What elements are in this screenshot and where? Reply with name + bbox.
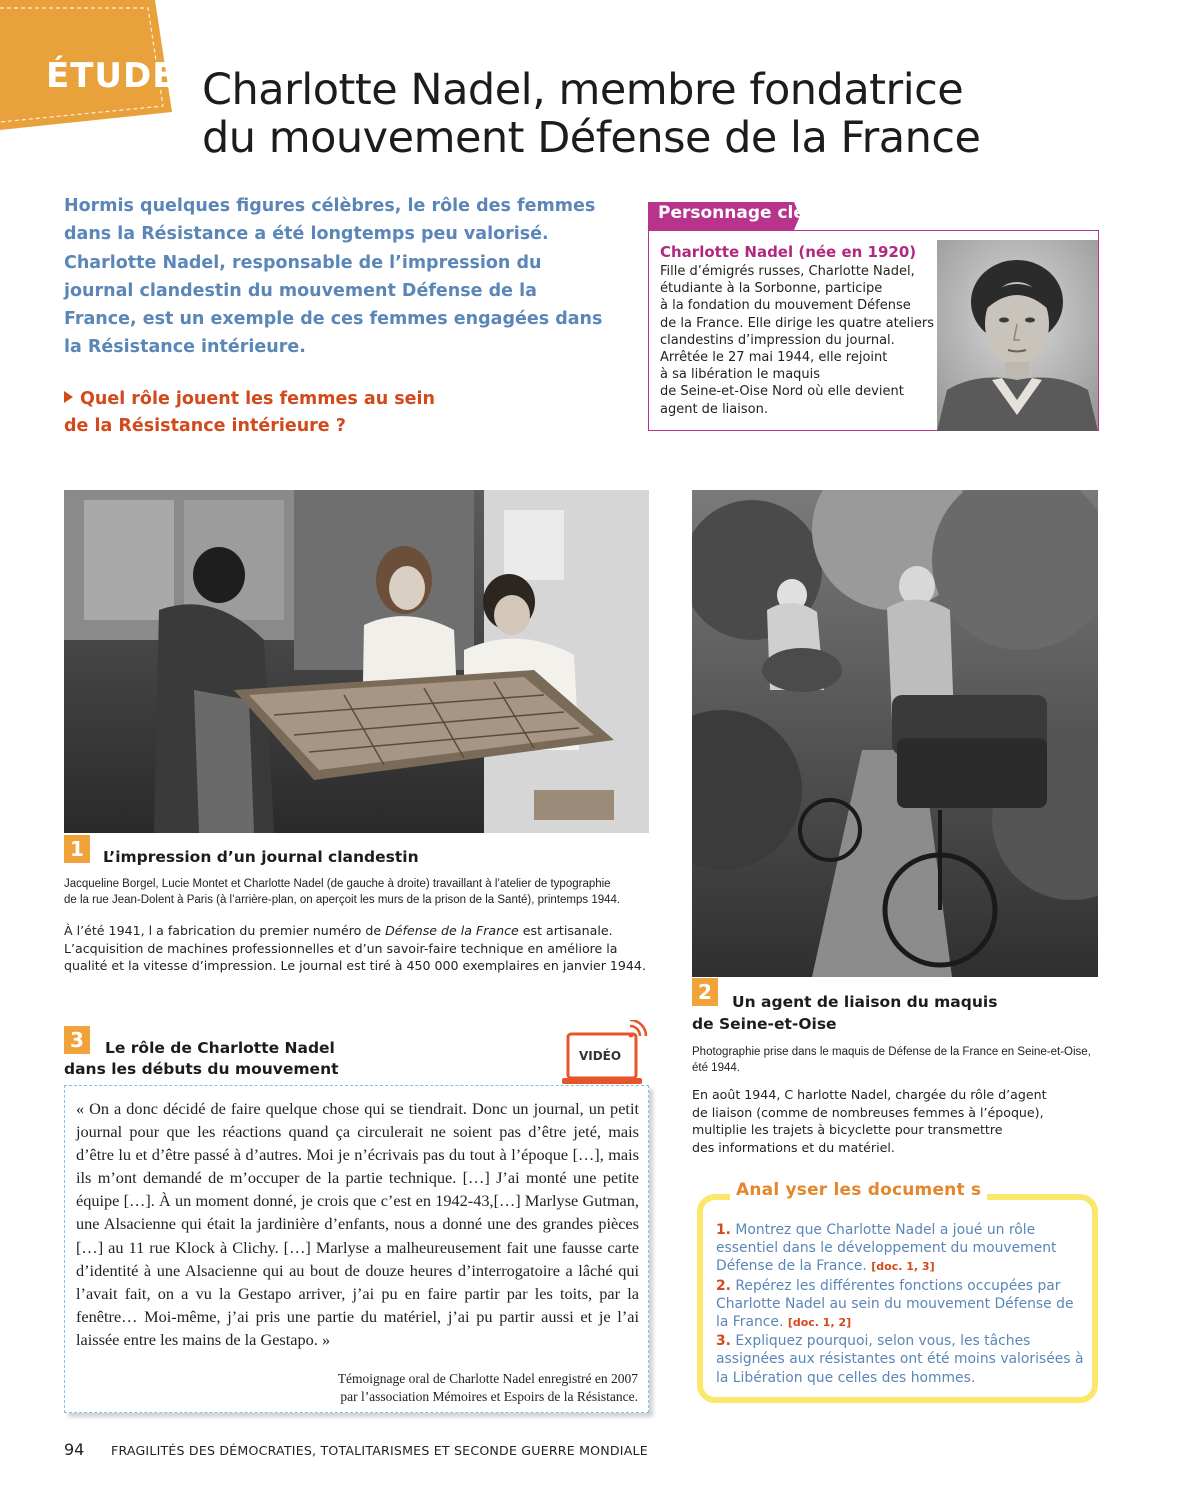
bio-line: à la fondation du mouvement Défense xyxy=(660,298,911,314)
doc3-number-badge: 3 xyxy=(64,1026,90,1054)
doc1-text-part: À l’été 1941, l a fabrication du premier numéro de xyxy=(64,923,386,938)
doc1-caption-line2: de la rue Jean-Dolent à Paris (à l’arrière-plan, on aperçoit les murs de la prison de la Santé), printemps 1944. xyxy=(64,893,621,906)
doc2-caption-line1: Photographie prise dans le maquis de Défense de la France en Seine-et-Oise, xyxy=(692,1046,1091,1058)
doc2-title-line1: Un agent de liaison du maquis xyxy=(732,993,998,1011)
doc-reference: [doc. 1, 3] xyxy=(871,1260,935,1274)
testimony-quote: « On a donc décidé de faire quelque chose qui se tiendrait. Donc un journal, un petit journal pour que les réactions quand ça circulerait ne soient pas d’être jeté, mais d’être lu et d’être passé à d’autres. Moi je n’écrivais pas du tout à l’époque […], mais ils m’ont demandé de m’occuper de la partie technique. […] J’ai monté une petite équipe […]. À un moment donné, je crois que c’est en 1942-43,[…] Marlyse Gutman, une Alsacienne qui était la jardinière d’enfants, nous a donné une des grandes pièces […] au 11 rue Klock à Clichy. […] Marlyse a malheureusement fait une fausse carte d’identité à une Alsacienne qui au bout de douze heures d’interrogatoire a lâché qui l’avait fait, on a vu la Gestapo arriver, j’ai pu en faire partir par les toits, par la fenêtre… Moi-même, j’ai pris une partie du matériel, j’ai pu partir aussi et je l’ai laissée entre les mains de la Gestapo. » xyxy=(76,1099,639,1349)
question-line2: de la Résistance intérieure ? xyxy=(64,416,346,436)
bio-line: Fille d’émigrés russes, Charlotte Nadel, xyxy=(660,264,915,279)
bio-line: Arrêtée le 27 mai 1944, elle rejoint xyxy=(660,350,888,366)
doc2-caption-line2: été 1944. xyxy=(692,1062,740,1074)
doc2-text xyxy=(692,1086,1097,1156)
key-person-tab-label: Personnage clé xyxy=(658,203,805,223)
question-line1: Quel rôle jouent les femmes au sein xyxy=(80,389,435,409)
bio-line: à sa libération le maquis xyxy=(660,367,821,383)
triangle-bullet-icon xyxy=(64,391,73,403)
analysis-question xyxy=(716,1221,1086,1277)
chapter-running-title: FRAGILITÉS DES DÉMOCRATIES, TOTALITARISMES ET SECONDE GUERRE MONDIALE xyxy=(111,1443,648,1458)
source-line1: Témoignage oral de Charlotte Nadel enregistré en 2007 xyxy=(337,1371,638,1386)
bicycle-maquis-photo xyxy=(692,490,1098,977)
question-number: 1. xyxy=(716,1222,731,1238)
doc-reference: [doc. 1, 2] xyxy=(787,1316,852,1330)
doc2-number-badge: 2 xyxy=(692,978,718,1006)
doc3-title-line2: dans les débuts du mouvement xyxy=(64,1060,339,1078)
doc3-title-line1: Le rôle de Charlotte Nadel xyxy=(105,1039,335,1057)
analysis-question xyxy=(716,1332,1086,1387)
question-text: Montrez que Charlotte Nadel a joué un rôle essentiel dans le développement du mouvement Défense de la France. xyxy=(716,1222,1057,1275)
doc1-text xyxy=(64,922,664,975)
doc2-text-line: des informations et du matériel. xyxy=(692,1139,895,1155)
doc1-caption xyxy=(64,877,634,908)
problem-question xyxy=(64,386,484,440)
question-text: Expliquez pourquoi, selon vous, les tâches assignées aux résistantes ont été moins valorisées à la Libération que celles des hommes. xyxy=(716,1333,1084,1386)
doc1-caption-line1: Jacqueline Borgel, Lucie Montet et Charlotte Nadel (de gauche à droite) travaillant à l’atelier de typographie xyxy=(64,878,611,890)
page-title-line1: Charlotte Nadel, membre fondatrice xyxy=(202,65,964,115)
question-text: Repérez les différentes fonctions occupées par Charlotte Nadel au sein du mouvement Défense de la France. xyxy=(716,1277,1074,1331)
etude-label: ÉTUDE xyxy=(46,56,177,96)
doc3-title xyxy=(64,1038,444,1080)
portrait-photo xyxy=(937,240,1098,431)
intro-paragraph: Hormis quelques figures célèbres, le rôle des femmes dans la Résistance a été longtemps peu valorisé. Charlotte Nadel, responsable de l’impression du journal clandestin du mouvement Défense de la France, est un exemple de ces femmes engagées dans la Résistance intérieure. xyxy=(64,196,603,358)
analysis-question xyxy=(716,1277,1086,1333)
bio-line: de la France. Elle dirige les quatre ateliers xyxy=(660,315,935,331)
question-number: 2. xyxy=(716,1277,731,1294)
page-number: 94 xyxy=(64,1440,85,1459)
doc2-caption xyxy=(692,1044,1092,1076)
analysis-questions xyxy=(716,1221,1086,1387)
page-title xyxy=(202,66,1162,162)
bio-line: clandestins d’impression du journal. xyxy=(660,332,895,348)
bio-line: étudiante à la Sorbonne, participe xyxy=(660,281,883,297)
doc1-number-badge: 1 xyxy=(64,835,90,863)
analysis-heading: Anal yser les document s xyxy=(730,1180,987,1200)
doc1-title: L’impression d’un journal clandestin xyxy=(103,848,419,866)
doc1-text-part: est artisanale. L’acquisition de machines professionnelles et d’un savoir-faire technique en améliore la qualité et la vitesse d’impression. Le journal est tiré à 450 000 exemplaires en janvier 1944. xyxy=(64,923,646,973)
testimony-source xyxy=(200,1370,638,1406)
printing-workshop-photo xyxy=(64,490,649,833)
doc2-title-line2: de Seine-et-Oise xyxy=(692,1015,837,1033)
doc2-text-line: En août 1944, C harlotte Nadel, chargée du rôle d’agent xyxy=(692,1087,1047,1102)
question-number: 3. xyxy=(716,1333,731,1350)
key-person-name: Charlotte Nadel (née en 1920) xyxy=(660,243,917,261)
doc2-text-line: multiplie les trajets à bicyclette pour transmettre xyxy=(692,1122,1003,1137)
video-label[interactable]: VIDÉO xyxy=(578,1049,622,1063)
bio-line: agent de liaison. xyxy=(660,401,768,417)
bio-line: de Seine-et-Oise Nord où elle devient xyxy=(660,384,904,400)
page-title-line2: du mouvement Défense de la France xyxy=(202,113,981,163)
doc2-text-line: de liaison (comme de nombreuses femmes à l’époque), xyxy=(692,1104,1044,1120)
key-person-bio xyxy=(660,263,940,418)
newspaper-name: Défense de la France xyxy=(385,923,519,938)
doc2-title xyxy=(692,991,1092,1035)
source-line2: par l’association Mémoires et Espoirs de la Résistance. xyxy=(340,1389,638,1404)
